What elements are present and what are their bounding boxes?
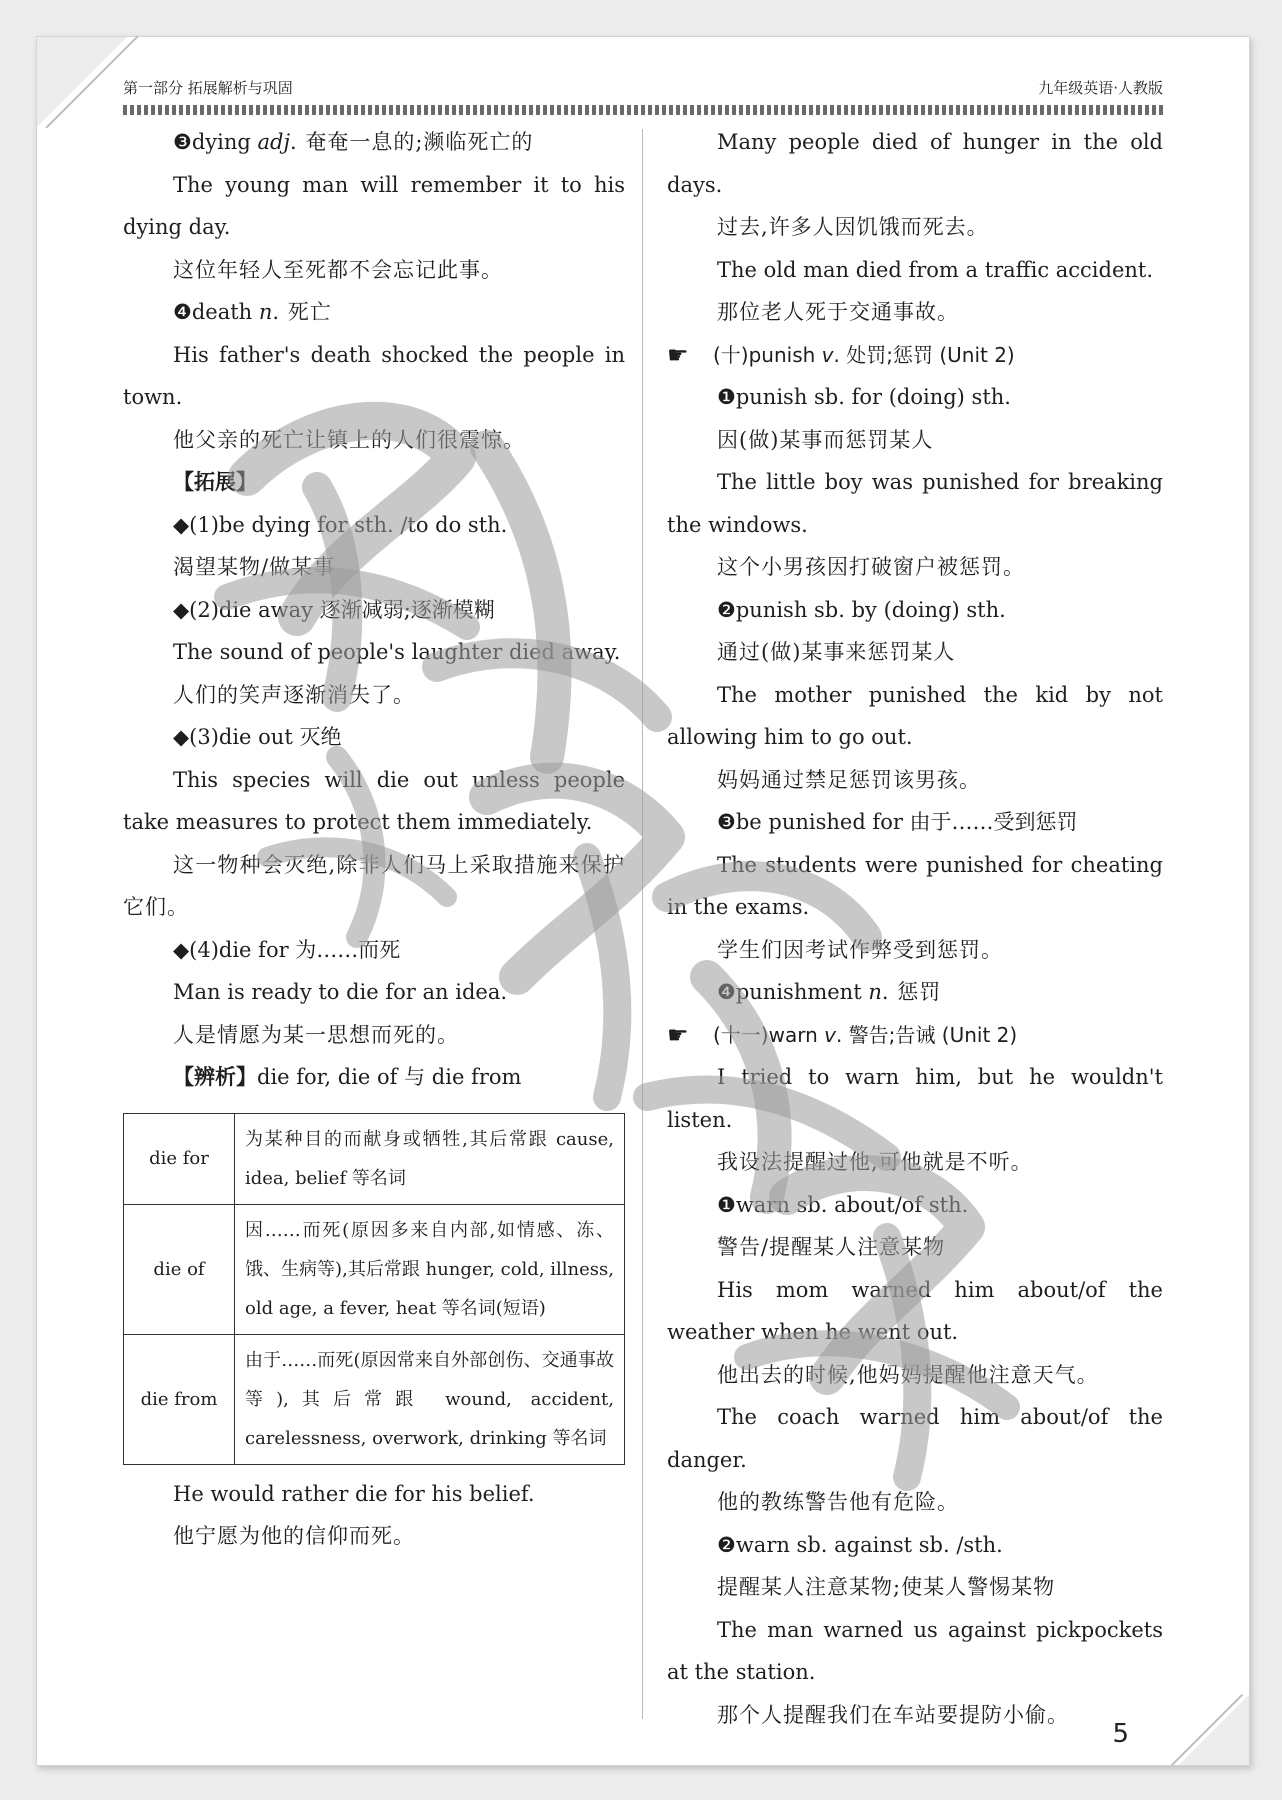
part-of-speech: n <box>258 300 273 324</box>
circled-number: ❸ <box>173 130 192 154</box>
example-en: Man is ready to die for an idea. <box>173 980 508 1004</box>
diamond-bullet-icon: ◆ <box>173 597 190 622</box>
heading-meaning: . 处罚;惩罚 (Unit 2) <box>833 342 1015 367</box>
example-zh: 人是情愿为某一思想而死的。 <box>173 1022 459 1047</box>
example-en: He would rather die for his belief. <box>173 1481 535 1506</box>
section-heading-punish <box>667 334 1163 377</box>
phrase: (1)be dying for sth. /to do sth. <box>189 512 508 537</box>
usage-item <box>667 1524 1163 1567</box>
folded-corner-top-left <box>37 37 127 127</box>
comparison-heading <box>123 1056 625 1099</box>
header-section-title: 第一部分 拓展解析与巩固 <box>123 79 293 97</box>
example-zh: 这一物种会灭绝,除非人们马上采取措施来保护它们。 <box>123 852 625 919</box>
comparison-topic: die for, die of 与 die from <box>257 1065 522 1089</box>
usage-pattern: warn sb. against sb. /sth. <box>735 1532 1003 1557</box>
phrase-item <box>123 929 625 972</box>
phrase-item <box>123 716 625 759</box>
running-header <box>123 73 1163 101</box>
usage-meaning: 通过(做)某事来惩罚某人 <box>717 640 956 664</box>
example-en: This species will die out unless people take measures to protect them immediately. <box>123 767 625 834</box>
phrase-item <box>123 504 625 547</box>
example-zh: 那个人提醒我们在车站要提防小偷。 <box>717 1702 1069 1727</box>
example-zh: 这位年轻人至死都不会忘记此事。 <box>173 257 503 282</box>
circled-number: ❷ <box>717 1532 736 1557</box>
part-of-speech: adj <box>257 130 290 154</box>
circled-number: ❷ <box>717 597 736 622</box>
example-zh: 他出去的时候,他妈妈提醒他注意天气。 <box>717 1362 1099 1387</box>
example-en: I tried to warn him, but he wouldn't listen. <box>667 1065 1163 1132</box>
right-column <box>667 121 1163 1736</box>
usage-meaning: 警告/提醒某人注意某物 <box>717 1235 946 1259</box>
example-zh: 他父亲的死亡让镇上的人们很震惊。 <box>173 427 525 452</box>
usage-pattern: punish sb. for (doing) sth. <box>735 385 1011 409</box>
table-key: die from <box>124 1334 235 1464</box>
usage-item <box>667 971 1163 1014</box>
table-value <box>235 1204 625 1334</box>
usage-pattern: warn sb. about/of sth. <box>735 1192 969 1217</box>
table-value <box>235 1113 625 1204</box>
example-zh: 妈妈通过禁足惩罚该男孩。 <box>717 767 981 792</box>
part-of-speech: v <box>821 342 834 367</box>
example-en: His mom warned him about/of the weather when he went out. <box>667 1277 1163 1344</box>
table-value <box>235 1334 625 1464</box>
example-en: His father's death shocked the people in town. <box>123 342 625 409</box>
definition: . 奄奄一息的;濒临死亡的 <box>289 130 534 154</box>
circled-number: ❶ <box>717 1192 736 1217</box>
usage-meaning: 提醒某人注意某物;使某人警惕某物 <box>717 1575 1056 1599</box>
usage-item <box>667 376 1163 419</box>
usage-item <box>667 801 1163 844</box>
heading-word: (十一)warn <box>713 1022 825 1047</box>
entry-dying <box>123 121 625 164</box>
header-book-title: 九年级英语·人教版 <box>1038 79 1163 97</box>
example-en: The old man died from a traffic accident. <box>717 257 1154 282</box>
usage-pattern: be punished for 由于……受到惩罚 <box>735 810 1078 834</box>
example-zh: 人们的笑声逐渐消失了。 <box>173 682 415 707</box>
headword: punishment <box>735 980 869 1004</box>
phrase: (3)die out 灭绝 <box>189 725 342 749</box>
page-number: 5 <box>1112 1719 1129 1749</box>
pointing-hand-icon: ☛ <box>667 340 689 369</box>
usage-pattern: punish sb. by (doing) sth. <box>735 597 1006 622</box>
example-en: The coach warned him about/of the danger. <box>667 1405 1163 1472</box>
example-zh: 他宁愿为他的信仰而死。 <box>173 1524 415 1548</box>
heading-word: (十)punish <box>713 342 822 367</box>
definition: . 死亡 <box>272 300 332 324</box>
circled-number: ❹ <box>173 300 192 324</box>
example-en: The little boy was punished for breaking the windows. <box>667 470 1163 537</box>
heading-meaning: . 警告;告诫 (Unit 2) <box>835 1022 1018 1047</box>
extension-heading: 【拓展】 <box>173 470 257 494</box>
diamond-bullet-icon: ◆ <box>173 512 190 537</box>
example-zh: 学生们因考试作弊受到惩罚。 <box>717 937 1003 962</box>
circled-number: ❹ <box>717 980 736 1004</box>
phrase-meaning: 渴望某物/做某事 <box>173 555 336 579</box>
definition: . 惩罚 <box>881 980 942 1004</box>
table-key: die of <box>124 1204 235 1334</box>
example-zh: 这个小男孩因打破窗户被惩罚。 <box>717 555 1025 579</box>
phrase-item <box>123 589 625 632</box>
headword: dying <box>191 130 258 154</box>
column-divider <box>642 129 643 1719</box>
table-row <box>124 1204 625 1334</box>
circled-number: ❶ <box>717 385 736 409</box>
example-zh: 他的教练警告他有危险。 <box>717 1490 959 1514</box>
comparison-table <box>123 1113 625 1465</box>
diamond-bullet-icon: ◆ <box>173 937 190 962</box>
table-value-text: 由于……而死(原因常来自外部创伤、交通事故等),其后常跟 wound, accident, carelessness, overwork, drinking 等名词 <box>245 1349 614 1449</box>
example-zh: 过去,许多人因饥饿而死去。 <box>717 215 989 239</box>
example-en: The man warned us against pickpockets at the station. <box>667 1617 1163 1684</box>
usage-item <box>667 589 1163 632</box>
phrase: (2)die away 逐渐减弱;逐渐模糊 <box>189 597 495 622</box>
document-page <box>36 36 1250 1766</box>
example-zh: 那位老人死于交通事故。 <box>717 300 959 324</box>
table-key: die for <box>124 1113 235 1204</box>
comparison-label: 【辨析】 <box>173 1065 257 1089</box>
example-en: The young man will remember it to his dying day. <box>123 172 625 239</box>
example-en: The students were punished for cheating in the exams. <box>667 852 1163 919</box>
header-rule <box>123 105 1163 115</box>
example-zh: 我设法提醒过他,可他就是不听。 <box>717 1150 1033 1174</box>
folded-corner-bottom-right <box>1179 1695 1249 1765</box>
part-of-speech: n <box>868 980 882 1004</box>
part-of-speech: v <box>824 1022 836 1047</box>
usage-item <box>667 1184 1163 1227</box>
example-en: Many people died of hunger in the old days. <box>667 130 1163 197</box>
section-heading-warn <box>667 1014 1163 1057</box>
table-value-text: 为某种目的而献身或牺牲,其后常跟 cause, idea, belief 等名词 <box>245 1128 614 1189</box>
headword: death <box>191 300 259 324</box>
left-column <box>123 121 625 1558</box>
table-row <box>124 1334 625 1464</box>
example-en: The mother punished the kid by not allowing him to go out. <box>667 682 1163 749</box>
diamond-bullet-icon: ◆ <box>173 725 190 749</box>
pointing-hand-icon: ☛ <box>667 1020 689 1049</box>
circled-number: ❸ <box>717 810 736 834</box>
table-value-text: 因……而死(原因多来自内部,如情感、冻、饿、生病等),其后常跟 hunger, cold, illness, old age, a fever, heat 等名词(短语) <box>245 1219 614 1319</box>
usage-meaning: 因(做)某事而惩罚某人 <box>717 427 934 452</box>
phrase: (4)die for 为……而死 <box>189 937 401 962</box>
table-row <box>124 1113 625 1204</box>
example-en: The sound of people's laughter died away. <box>173 640 621 664</box>
entry-death <box>123 291 625 334</box>
